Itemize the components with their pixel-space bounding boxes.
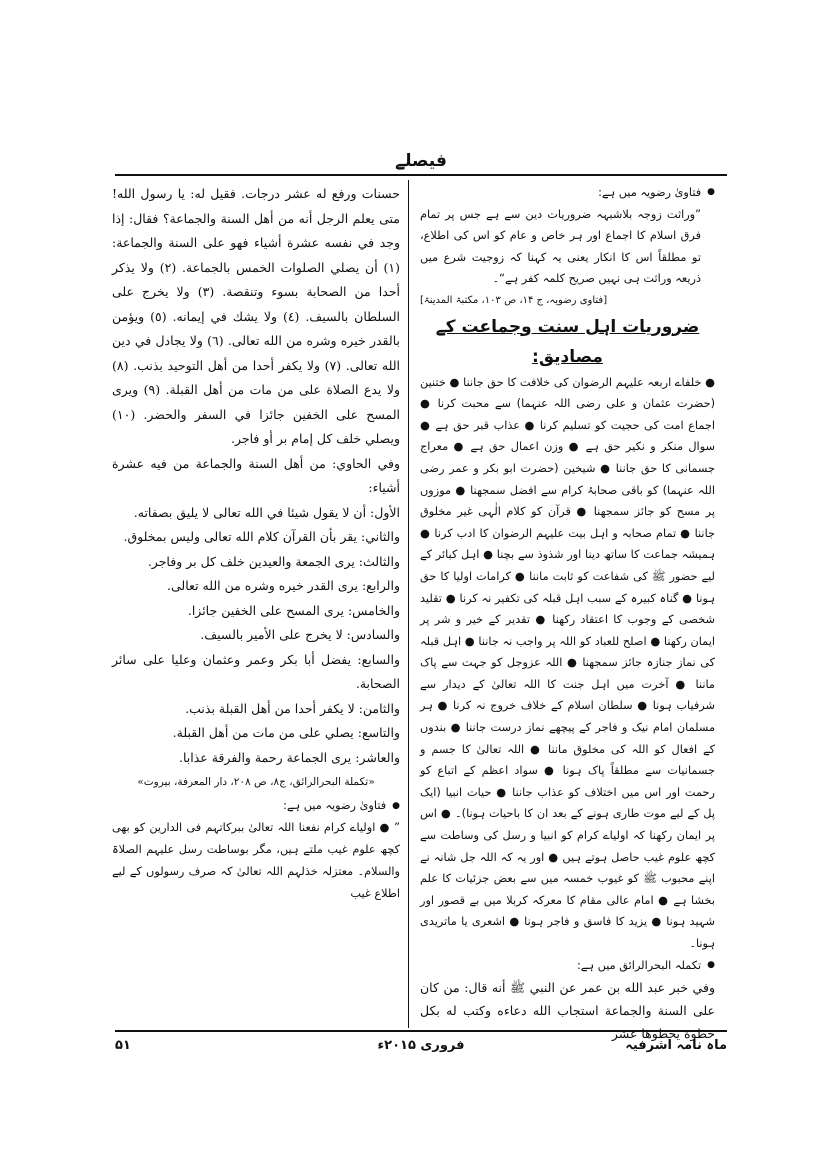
- hawi-item: والتاسع: يصلي على من مات من أهل القبلة.: [172, 725, 400, 740]
- left-column: [112, 182, 400, 1032]
- essentials-list: ● خلفاے اربعہ علیہم الرضوان کی خلافت کا حق جاننا ● ختنین (حضرت عثمان و علی رضی اللہ عنہما) سے محبت کرنا ● اجماع امت کی حجیت کو تسلیم کرنا ● عذاب قبر حق ہے ● سوال منکر و نکیر حق ہے ● وزن اعمال حق ہے ● معراج جسمانی کا حق جاننا ● شیخین (حضرت ابو بکر و عمر رضی اللہ عنہما) کو باقی صحابۂ کرام سے افضل سمجھنا ● موزوں پر مسح کو جائز سمجھنا ● قرآن کو کلام الٰہی غیر مخلوق جاننا ● تمام صحابہ و اہل بیت علیہم الرضوان کا ادب کرنا ● ہمیشہ جماعت کا ساتھ دینا اور شذوذ سے بچنا ● اہل کبائر کے لیے حضور ﷺ کی شفاعت کو ثابت ماننا ● کرامات اولیا کا حق ہونا ● گناہ کبیرہ کے سبب اہل قبلہ کی تکفیر نہ کرنا ● تقلید شخصی کے وجوب کا اعتقاد رکھنا ● تقدیر کے خیر و شر پر ایمان رکھنا ● اصلح للعباد کو اللہ پر واجب نہ جاننا ● اہل قبلہ کی نماز جنازہ جائز سمجھنا ● اللہ عزوجل کو جہت سے پاک ماننا ● آخرت میں اہل جنت کا اللہ تعالیٰ کے دیدار سے شرفیاب ہونا ● سلطان اسلام کے خلاف خروج نہ کرنا ● ہر مسلمان امام نیک و فاجر کے پیچھے نماز درست جاننا ● بندوں کے افعال کو اللہ کی مخلوق ماننا ● اللہ تعالیٰ کا جسم و جسمانیات سے مطلقاً پاک ہونا ● سواد اعظم کے اتباع کو رحمت اور اس میں اختلاف کو عذاب جاننا ● حیات انبیا (ایک پل کے لیے موت طاری ہونے کے بعد ان کا باحیات ہونا)۔ ● اس پر ایمان رکھنا کہ اولیاے کرام کو انبیا و رسل کی وساطت سے کچھ علوم غیب حاصل ہوتے ہیں ● اور یہ کہ اللہ جل شانہ نے اپنے محبوب ﷺ کو غیوب خمسہ میں سے بعض جزئیات کا علم بخشا ہے ● امام عالی مقام کا معرکہ کربلا میں بے قصور اور شہید ہونا ● یزید کا فاسق و فاجر ہونا ● اشعری یا ماتریدی ہونا۔: [420, 375, 715, 950]
- takmila-reference: «تكملة البحرالرائق، ج٨، ص ٢٠٨، دار المعرفة، بيروت»: [137, 776, 375, 788]
- page-header: [115, 150, 727, 174]
- hawi-item: والعاشر: يرى الجماعة رحمة والفرقة عذابا.: [179, 749, 400, 765]
- hawi-item: والثاني: يقر بأن القرآن كلام الله تعالى وليس بمخلوق.: [123, 529, 400, 544]
- hawi-item: الأول: أن لا يقول شيئا في الله تعالى لا يليق بصفاته.: [133, 504, 400, 520]
- page-footer: [115, 1030, 727, 1060]
- header-title: فیصلے: [395, 151, 447, 171]
- hawi-item: والخامس: يرى المسح على الخفين جائزا.: [187, 602, 400, 618]
- fatawa-intro-2: ● فتاویٰ رضویہ میں ہے:: [112, 795, 400, 817]
- page-number: ۵۱: [115, 1038, 131, 1053]
- hawi-item: والرابع: يرى القدر خيره وشره من الله تعالى.: [167, 578, 400, 593]
- hawi-item: والسادس: لا يخرج على الأمير بالسيف.: [200, 627, 400, 642]
- takmila-intro: ● تکملہ البحرالرائق میں ہے:: [420, 955, 715, 977]
- issue-date: فروری ۲۰۱۵ء: [377, 1038, 465, 1053]
- arabic-hadith-cont: حسنات ورفع له عشر درجات. فقيل له: يا رسول الله! متى يعلم الرجل أنه من أهل السنة والجماعة؟ فقال: إذا وجد في نفسه عشرة أشياء فهو على السنة والجماعة: (١) أن يصلي الصلوات الخمس بالجماعة. (٢) ولا يذكر أحدا من الصحابة بسوء وتنقصة. (٣) ولا يخرج على السلطان بالسيف. (٤) ولا يشك في إيمانه. (٥) ويؤمن بالقدر خيره وشره من الله تعالى. (٦) ولا يجادل في دين الله تعالى. (٧) ولا يكفر أحدا من أهل التوحيد بذنب. (٨) ولا يدع الصلاة على من مات من أهل القبلة. (٩) ويرى المسح على الخفين جائزا في السفر والحضر. (١٠) ويصلي خلف كل إمام بر أو فاجر.: [112, 186, 400, 446]
- right-column: [420, 182, 715, 1042]
- quote-reference: [فتاوی رضویہ، ج ۱۴، ص ۱۰۳، مکتبۃ المدینۃ]: [420, 294, 608, 306]
- arabic-hadith: وفي خبر عبد الله بن عمر عن النبي ﷺ أنه قال: من كان على السنة والجماعة استجاب الله دعاءه وكتب له بكل خطوة يخطوها عشر: [420, 980, 715, 1042]
- fatawa-intro: ● فتاویٰ رضویہ میں ہے:: [420, 182, 715, 204]
- magazine-name: ماہ نامہ اشرفیہ: [625, 1038, 727, 1053]
- hawi-item: والثامن: لا يكفر أحدا من أهل القبلة بذنب.: [185, 700, 400, 716]
- footer-rule: [115, 1030, 727, 1032]
- section-title: ضروریات اہل سنت وجماعت کے مصادیق:: [435, 316, 700, 367]
- header-rule: [115, 174, 727, 176]
- bullet-icon: ●: [707, 187, 715, 197]
- bullet-icon: ●: [707, 959, 715, 970]
- bullet-icon: ●: [392, 800, 400, 811]
- fatawa-quote-2: ” ● اولیاے کرام نفعنا اللہ تعالیٰ ببرکاتہم فی الدارین کو بھی کچھ علوم غیب ملتے ہیں، مگر بوساطت رسل علیہم الصلاۃ والسلام۔ معتزلہ خذلہم اللہ تعالیٰ کہ صرف رسولوں کے لیے اطلاع غیب: [112, 820, 400, 900]
- column-divider: [408, 180, 409, 1028]
- hawi-item: والثالث: يرى الجمعة والعيدين خلف كل بر وفاجر.: [147, 553, 400, 569]
- fatawa-quote: ”وراثت زوجہ بلاشبہہ ضروریات دین سے ہے جس پر تمام فرق اسلام کا اجماع اور ہر خاص و عام کو اس کی اطلاع، تو مطلقاً اس کا انکار یعنی یہ کہنا کہ زوجیت شرع میں ذریعہ وراثت ہی نہیں صریح کلمہ کفر ہے“۔: [420, 207, 701, 286]
- hawi-item: والسابع: يفضل أبا بكر وعمر وعثمان وعليا على سائر الصحابة.: [112, 651, 400, 691]
- hawi-intro: وفي الحاوي: من أهل السنة والجماعة من فيه عشرة أشياء:: [112, 455, 400, 495]
